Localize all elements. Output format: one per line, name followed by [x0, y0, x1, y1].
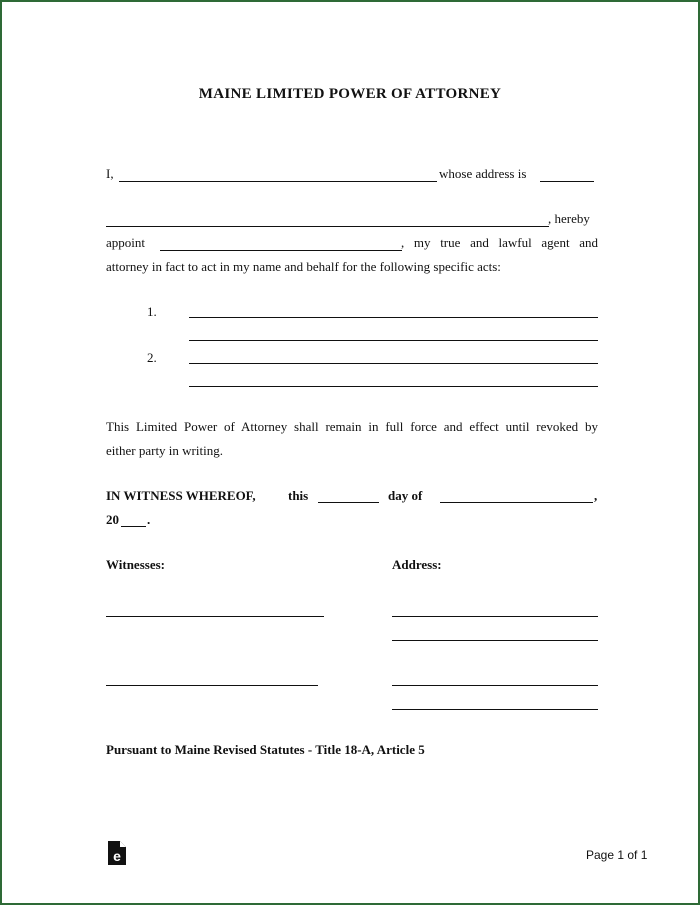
act-2-line-b[interactable]	[189, 386, 598, 387]
act-1-line-b[interactable]	[189, 340, 598, 341]
in-witness-whereof: IN WITNESS WHEREOF,	[106, 488, 256, 503]
agent-text: , my true and lawful agent and	[401, 235, 598, 250]
document-title: MAINE LIMITED POWER OF ATTORNEY	[198, 86, 502, 102]
witnesses-label: Witnesses:	[106, 557, 165, 572]
appoint-text: appoint	[106, 235, 145, 250]
grantor-prefix: I,	[106, 166, 114, 181]
year-prefix: 20	[106, 512, 119, 527]
duration-clause-line2: either party in writing.	[106, 443, 223, 458]
this-text: this	[288, 488, 309, 503]
witness-2-address-line-a[interactable]	[392, 685, 598, 686]
grantor-address-line[interactable]	[540, 181, 594, 182]
grantor-name-line[interactable]	[119, 181, 437, 182]
act-1-line-a[interactable]	[189, 317, 598, 318]
witness-1-signature-line[interactable]	[106, 616, 324, 617]
comma-text: ,	[594, 488, 598, 503]
address-heading: Address:	[392, 557, 442, 572]
day-number-line[interactable]	[318, 502, 379, 503]
year-suffix: .	[147, 512, 151, 527]
witness-1-address-line-a[interactable]	[392, 616, 598, 617]
month-line[interactable]	[440, 502, 593, 503]
address-label: whose address is	[439, 166, 527, 181]
witness-2-signature-line[interactable]	[106, 685, 318, 686]
day-of-text: day of	[388, 488, 423, 503]
eforms-logo-letter: e	[113, 848, 121, 864]
statute-reference: Pursuant to Maine Revised Statutes - Title 18-A, Article 5	[106, 742, 425, 757]
witness-2-address-line-b[interactable]	[392, 709, 598, 710]
act-2-line-a[interactable]	[189, 363, 598, 364]
act-number: 1.	[147, 304, 157, 319]
page-number: Page 1 of 1	[586, 848, 648, 862]
grantor-address-full-line[interactable]	[106, 226, 549, 227]
duration-clause-line1: This Limited Power of Attorney shall remain in full force and effect until revoked by	[106, 419, 598, 434]
agent-name-line[interactable]	[160, 250, 402, 251]
hereby-text: , hereby	[548, 211, 590, 226]
year-line[interactable]	[121, 526, 146, 527]
specific-acts-intro: attorney in fact to act in my name and behalf for the following specific acts:	[106, 259, 501, 274]
eforms-logo-icon	[108, 841, 126, 865]
witness-1-address-line-b[interactable]	[392, 640, 598, 641]
act-number: 2.	[147, 350, 157, 365]
